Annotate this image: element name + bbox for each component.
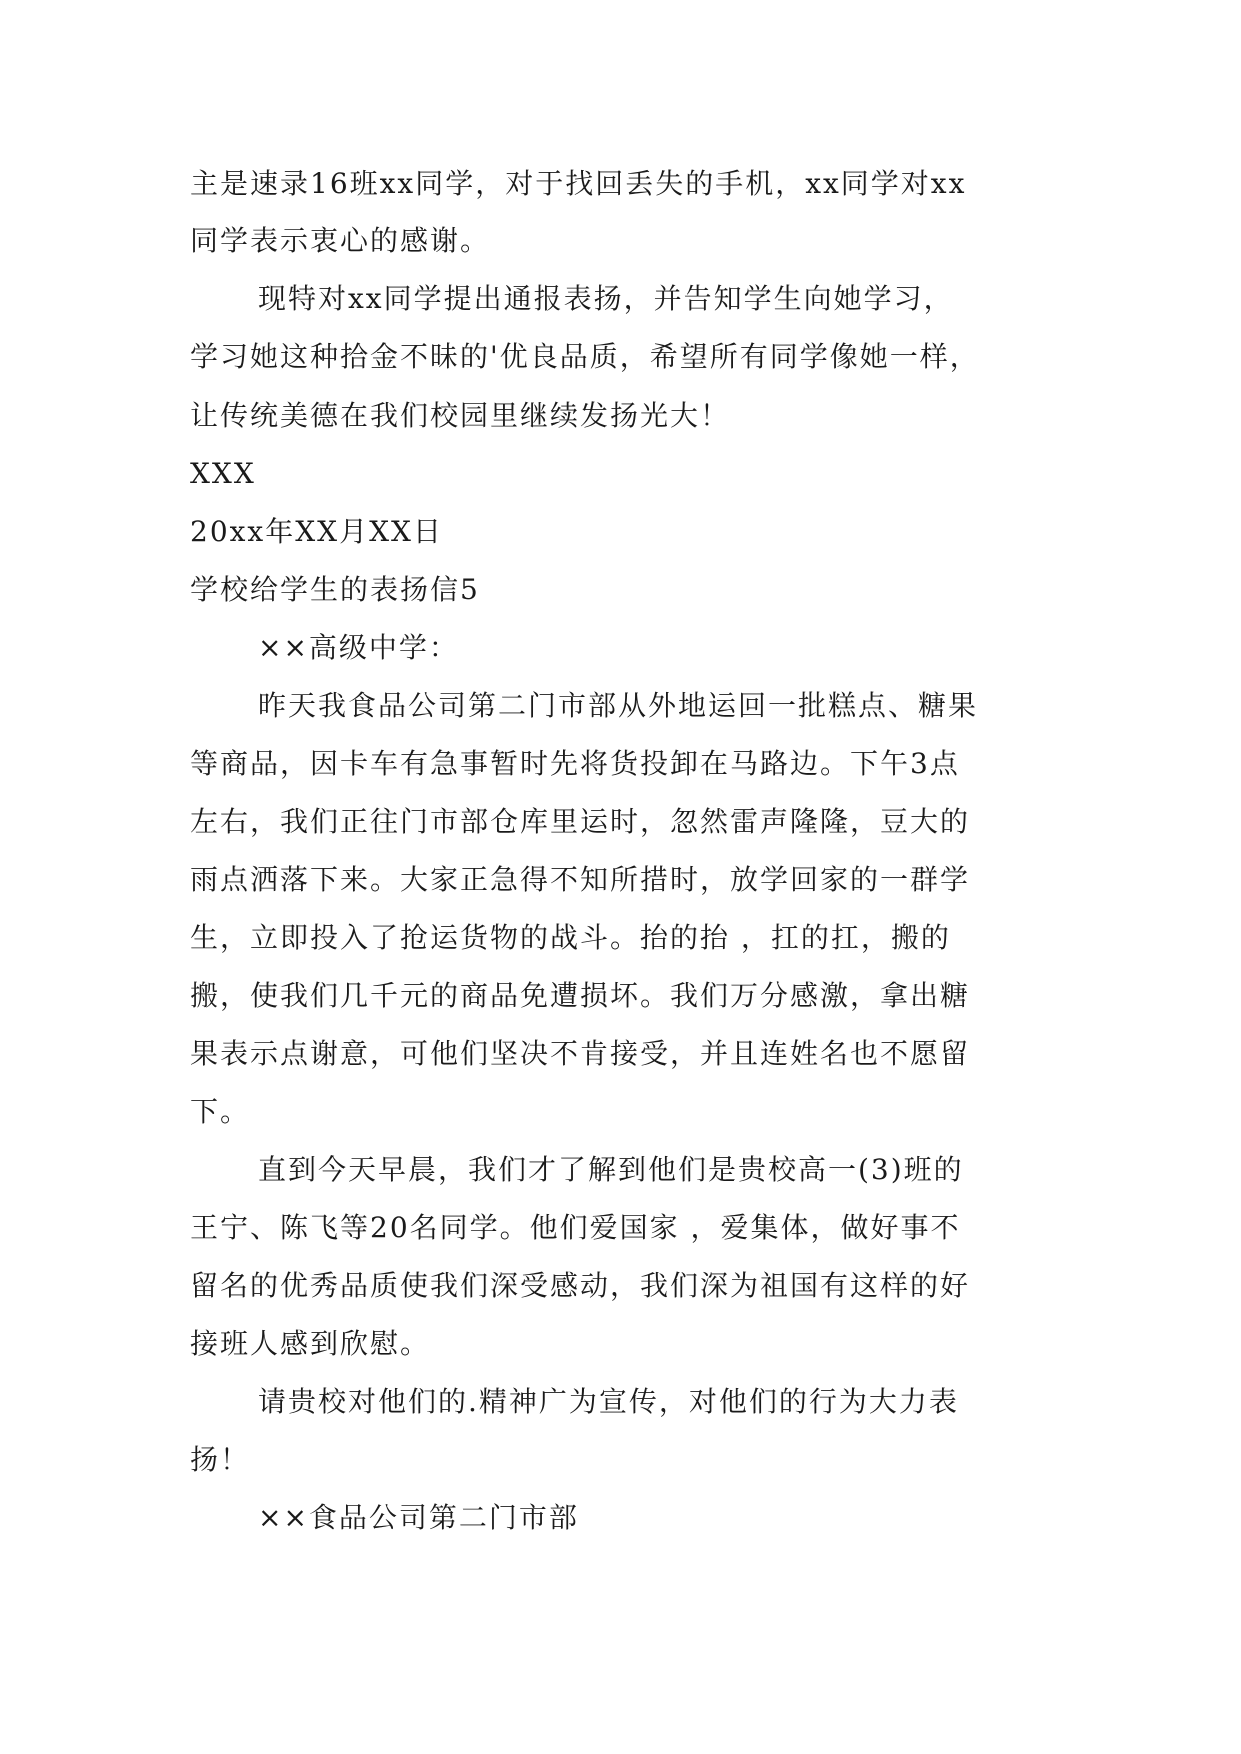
text-line: 搬，使我们几千元的商品免遭损坏。我们万分感激，拿出糖 <box>190 979 971 1012</box>
salutation: ××高级中学： <box>258 631 459 664</box>
text-line: 主是速录16班xx同学，对于找回丢失的手机，xx同学对xx <box>190 167 967 200</box>
text-line: 昨天我食品公司第二门市部从外地运回一批糕点、糖果 <box>258 689 979 722</box>
text-line: 等商品，因卡车有急事暂时先将货投卸在马路边。下午3点 <box>190 747 960 780</box>
text-line: 接班人感到欣慰。 <box>190 1327 431 1360</box>
text-line: 学习她这种拾金不昧的'优良品质，希望所有同学像她一样， <box>190 340 980 373</box>
section-title: 学校给学生的表扬信5 <box>190 573 480 606</box>
text-line: 王宁、陈飞等20名同学。他们爱国家 ，爱集体，做好事不 <box>190 1211 961 1244</box>
text-line: 生，立即投入了抢运货物的战斗。抬的抬 ，扛的扛，搬的 <box>190 921 951 954</box>
text-line: 留名的优秀品质使我们深受感动，我们深为祖国有这样的好 <box>190 1269 971 1302</box>
text-line: 雨点洒落下来。大家正急得不知所措时，放学回家的一群学 <box>190 863 971 896</box>
signature-date: 20xx年XX月XX日 <box>190 515 443 548</box>
text-line: 扬！ <box>190 1443 251 1476</box>
text-line: 现特对xx同学提出通报表扬，并告知学生向她学习， <box>258 282 954 315</box>
sender-signature: ××食品公司第二门市部 <box>258 1501 579 1534</box>
text-line: 同学表示衷心的感谢。 <box>190 224 491 257</box>
text-line: 请贵校对他们的.精神广为宣传，对他们的行为大力表 <box>258 1385 959 1418</box>
signature-name: XXX <box>190 457 256 490</box>
text-line: 左右，我们正往门市部仓库里运时，忽然雷声隆隆，豆大的 <box>190 805 971 838</box>
text-line: 下。 <box>190 1095 251 1128</box>
text-line: 让传统美德在我们校园里继续发扬光大！ <box>190 399 731 432</box>
text-line: 果表示点谢意，可他们坚决不肯接受，并且连姓名也不愿留 <box>190 1037 971 1070</box>
text-line: 直到今天早晨，我们才了解到他们是贵校高一(3)班的 <box>258 1153 964 1186</box>
